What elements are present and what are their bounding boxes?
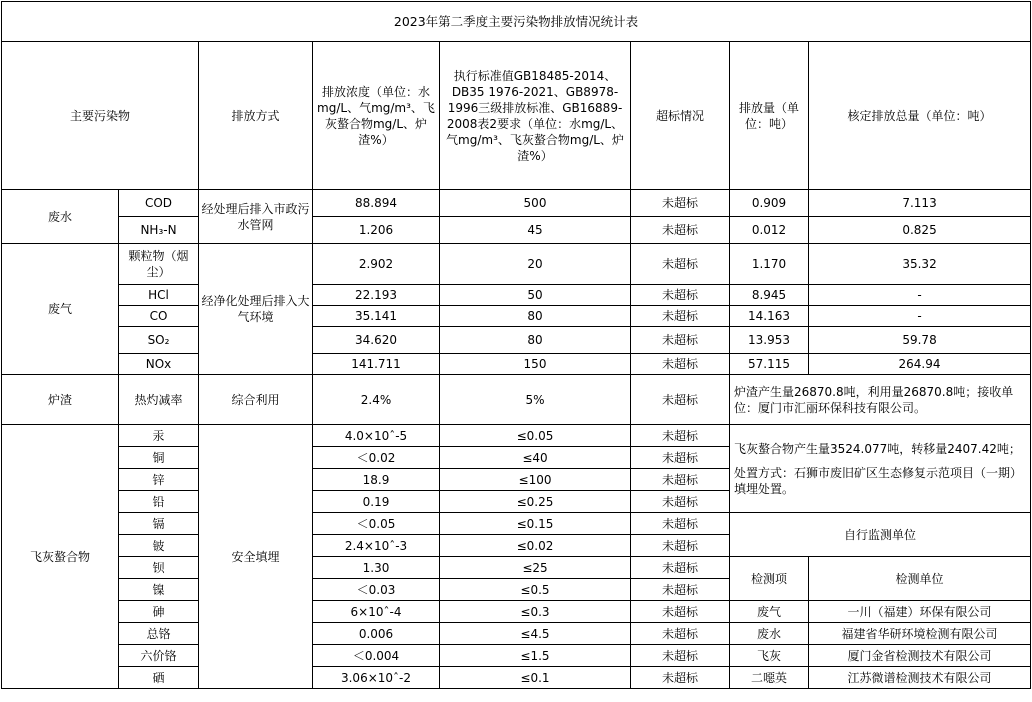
ash-item: 钡 xyxy=(119,557,199,579)
category-gas: 废气 xyxy=(2,244,119,375)
ash-exceed: 未超标 xyxy=(631,491,730,513)
ash-item: 铅 xyxy=(119,491,199,513)
ash-std: ≤25 xyxy=(440,557,631,579)
ash-exceed: 未超标 xyxy=(631,447,730,469)
ash-item: 锌 xyxy=(119,469,199,491)
ash-conc: 18.9 xyxy=(313,469,440,491)
water-std: 45 xyxy=(440,217,631,244)
gas-conc: 2.902 xyxy=(313,244,440,285)
ash-std: ≤0.5 xyxy=(440,579,631,601)
header-method: 排放方式 xyxy=(199,42,313,190)
ash-std: ≤0.1 xyxy=(440,667,631,689)
slag-std: 5% xyxy=(440,375,631,425)
gas-conc: 34.620 xyxy=(313,327,440,354)
ash-method: 安全填埋 xyxy=(199,425,313,689)
gas-item: HCl xyxy=(119,285,199,306)
header-amount: 排放量（单位：吨） xyxy=(730,42,809,190)
ash-item: 总铬 xyxy=(119,623,199,645)
gas-conc: 22.193 xyxy=(313,285,440,306)
ash-std: ≤4.5 xyxy=(440,623,631,645)
gas-amount: 14.163 xyxy=(730,306,809,327)
ash-exceed: 未超标 xyxy=(631,623,730,645)
monitor-item: 废气 xyxy=(730,601,809,623)
water-exceed: 未超标 xyxy=(631,217,730,244)
ash-note-disposal: 处置方式：石狮市废旧矿区生态修复示范项目（一期）填埋处置。 xyxy=(734,465,1023,496)
ash-item: 镍 xyxy=(119,579,199,601)
ash-exceed: 未超标 xyxy=(631,645,730,667)
gas-exceed: 未超标 xyxy=(631,354,730,375)
slag-conc: 2.4% xyxy=(313,375,440,425)
table-title: 2023年第二季度主要污染物排放情况统计表 xyxy=(2,2,1031,42)
gas-item: SO₂ xyxy=(119,327,199,354)
ash-conc: 4.0×10ˆ-5 xyxy=(313,425,440,447)
gas-exceed: 未超标 xyxy=(631,327,730,354)
ash-std: ≤0.05 xyxy=(440,425,631,447)
ash-conc: 1.30 xyxy=(313,557,440,579)
gas-std: 80 xyxy=(440,306,631,327)
gas-amount: 1.170 xyxy=(730,244,809,285)
gas-amount: 57.115 xyxy=(730,354,809,375)
ash-std: ≤40 xyxy=(440,447,631,469)
monitor-title: 自行监测单位 xyxy=(730,513,1031,557)
ash-exceed: 未超标 xyxy=(631,557,730,579)
monitor-unit: 江苏微谱检测技术有限公司 xyxy=(809,667,1031,689)
ash-item: 铜 xyxy=(119,447,199,469)
ash-item: 砷 xyxy=(119,601,199,623)
ash-item: 镉 xyxy=(119,513,199,535)
gas-item: NOx xyxy=(119,354,199,375)
header-exceed: 超标情况 xyxy=(631,42,730,190)
gas-std: 150 xyxy=(440,354,631,375)
ash-exceed: 未超标 xyxy=(631,667,730,689)
category-slag: 炉渣 xyxy=(2,375,119,425)
monitor-col-item: 检测项 xyxy=(730,557,809,601)
category-ash: 飞灰螯合物 xyxy=(2,425,119,689)
gas-approved: 264.94 xyxy=(809,354,1031,375)
ash-std: ≤0.3 xyxy=(440,601,631,623)
ash-conc: 0.006 xyxy=(313,623,440,645)
ash-item: 铍 xyxy=(119,535,199,557)
header-standard: 执行标准值GB18485-2014、DB35 1976-2021、GB8978-1996三级排放标准、GB16889-2008表2要求（单位：水mg/L、气mg/m³、飞灰螯合物mg/L、炉渣%） xyxy=(440,42,631,190)
gas-std: 20 xyxy=(440,244,631,285)
gas-conc: 35.141 xyxy=(313,306,440,327)
gas-item: 颗粒物（烟尘） xyxy=(119,244,199,285)
water-item: COD xyxy=(119,190,199,217)
monitor-unit: 厦门金省检测技术有限公司 xyxy=(809,645,1031,667)
water-amount: 0.909 xyxy=(730,190,809,217)
header-approved: 核定排放总量（单位：吨） xyxy=(809,42,1031,190)
water-method: 经处理后排入市政污水管网 xyxy=(199,190,313,244)
water-item: NH₃-N xyxy=(119,217,199,244)
gas-approved: 59.78 xyxy=(809,327,1031,354)
monitor-item: 二噁英 xyxy=(730,667,809,689)
ash-conc: 6×10ˆ-4 xyxy=(313,601,440,623)
ash-exceed: 未超标 xyxy=(631,513,730,535)
gas-amount: 13.953 xyxy=(730,327,809,354)
ash-conc: 2.4×10ˆ-3 xyxy=(313,535,440,557)
slag-note: 炉渣产生量26870.8吨，利用量26870.8吨；接收单位：厦门市汇丽环保科技有限公司。 xyxy=(730,375,1031,425)
ash-exceed: 未超标 xyxy=(631,579,730,601)
gas-item: CO xyxy=(119,306,199,327)
gas-std: 80 xyxy=(440,327,631,354)
ash-item: 硒 xyxy=(119,667,199,689)
monitor-unit: 一川（福建）环保有限公司 xyxy=(809,601,1031,623)
water-approved: 7.113 xyxy=(809,190,1031,217)
gas-std: 50 xyxy=(440,285,631,306)
category-water: 废水 xyxy=(2,190,119,244)
header-pollutant: 主要污染物 xyxy=(2,42,199,190)
ash-std: ≤100 xyxy=(440,469,631,491)
monitor-item: 飞灰 xyxy=(730,645,809,667)
gas-approved: - xyxy=(809,306,1031,327)
water-conc: 88.894 xyxy=(313,190,440,217)
emission-table xyxy=(1,1,1031,689)
monitor-unit: 福建省华研环境检测有限公司 xyxy=(809,623,1031,645)
slag-item: 热灼减率 xyxy=(119,375,199,425)
gas-exceed: 未超标 xyxy=(631,244,730,285)
ash-conc: 0.19 xyxy=(313,491,440,513)
ash-note-production: 飞灰螯合物产生量3524.077吨，转移量2407.42吨； xyxy=(734,441,1021,456)
water-std: 500 xyxy=(440,190,631,217)
slag-exceed: 未超标 xyxy=(631,375,730,425)
ash-item: 汞 xyxy=(119,425,199,447)
gas-amount: 8.945 xyxy=(730,285,809,306)
ash-conc: ＜0.02 xyxy=(313,447,440,469)
ash-exceed: 未超标 xyxy=(631,601,730,623)
ash-note xyxy=(730,425,1031,513)
gas-approved: - xyxy=(809,285,1031,306)
header-concentration: 排放浓度（单位：水mg/L、气mg/m³、飞灰螯合物mg/L、炉渣%） xyxy=(313,42,440,190)
water-exceed: 未超标 xyxy=(631,190,730,217)
gas-exceed: 未超标 xyxy=(631,285,730,306)
ash-exceed: 未超标 xyxy=(631,469,730,491)
ash-conc: ＜0.05 xyxy=(313,513,440,535)
ash-exceed: 未超标 xyxy=(631,425,730,447)
ash-conc: ＜0.004 xyxy=(313,645,440,667)
water-approved: 0.825 xyxy=(809,217,1031,244)
ash-item: 六价铬 xyxy=(119,645,199,667)
ash-std: ≤0.25 xyxy=(440,491,631,513)
ash-std: ≤1.5 xyxy=(440,645,631,667)
slag-method: 综合利用 xyxy=(199,375,313,425)
gas-method: 经净化处理后排入大气环境 xyxy=(199,244,313,375)
monitor-col-unit: 检测单位 xyxy=(809,557,1031,601)
water-conc: 1.206 xyxy=(313,217,440,244)
gas-conc: 141.711 xyxy=(313,354,440,375)
ash-conc: ＜0.03 xyxy=(313,579,440,601)
gas-approved: 35.32 xyxy=(809,244,1031,285)
ash-conc: 3.06×10ˆ-2 xyxy=(313,667,440,689)
water-amount: 0.012 xyxy=(730,217,809,244)
ash-std: ≤0.02 xyxy=(440,535,631,557)
ash-exceed: 未超标 xyxy=(631,535,730,557)
ash-std: ≤0.15 xyxy=(440,513,631,535)
monitor-item: 废水 xyxy=(730,623,809,645)
gas-exceed: 未超标 xyxy=(631,306,730,327)
